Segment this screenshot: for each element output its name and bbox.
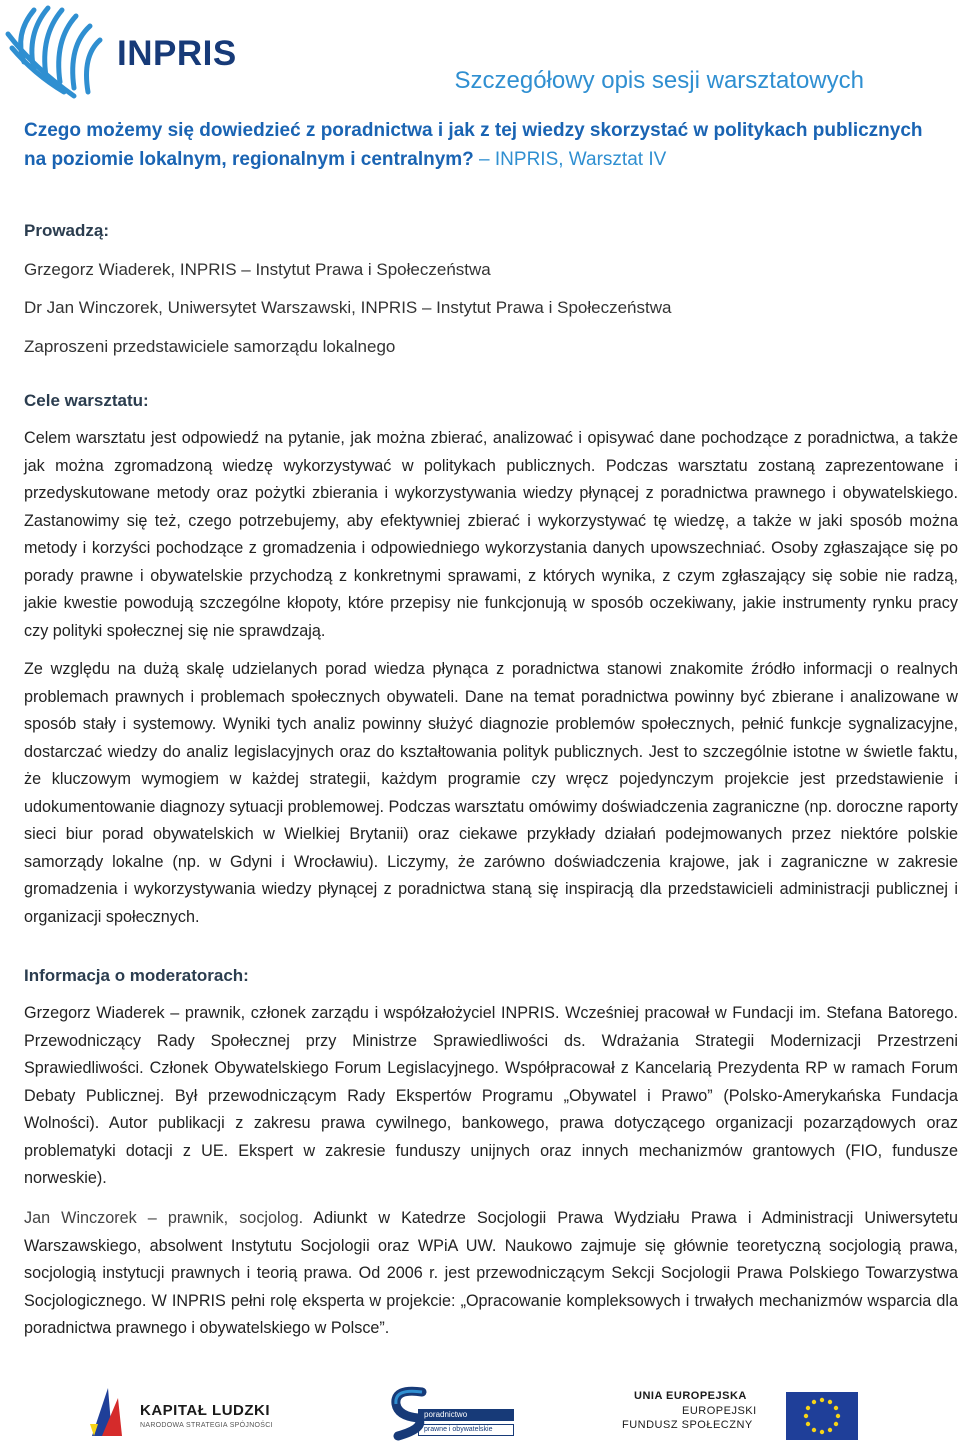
host-line: Zaproszeni przedstawiciele samorządu lokalnego <box>24 337 396 356</box>
workshop-topic <box>24 116 924 174</box>
moderator-bio-text: Adiunkt w Katedrze Socjologii Prawa Wydziału Prawa i Administracji Uniwersytetu Warszawskiego, absolwent Instytutu Socjologii oraz WPiA UW. Naukowo zajmuje się głównie teoretyczną socjologią prawa, socjologią instytucji prawnych i teorią prawa. Od 2006 r. jest przewodniczącym Sekcji Socjologii Prawa Polskiego Towarzystwa Socjologicznego. W INPRIS pełni rolę eksperta w projekcie: „Opracowanie kompleksowych i trwałych mechanizmów wsparcia dla poradnictwa prawnego i obywatelskiego w Polsce”. <box>24 1209 958 1337</box>
eu-logo <box>622 1388 890 1440</box>
eu-line-2: EUROPEJSKI <box>682 1405 757 1417</box>
poradnictwo-top-text: poradnictwo <box>424 1410 468 1419</box>
goals-label: Cele warsztatu: <box>24 391 149 410</box>
moderator-bio-wiaderek: Grzegorz Wiaderek – prawnik, członek zarządu i współzałożyciel INPRIS. Wcześniej pracował w Fundacji im. Stefana Batorego. Przewodniczący Rady Społecznej przy Ministrze Sprawiedliwości ds. Wdrażania Strategii Modernizacji Przestrzeni Sprawiedliwości. Członek Obywatelskiego Forum Legislacyjnego. Współpracował z Kancelarią Prezydenta RP w ramach Forum Debaty Publicznej. Był przewodniczącym Rady Ekspertów Programu „Obywatel i Prawo” (Polsko-Amerykańska Fundacja Wolności). Autor publikacji z zakresu prawa cywilnego, bankowego, prawa dotyczącego organizacji pozarządowych oraz problematyki dotacji z UE. Ekspert w zakresie funduszy unijnych oraz innych mechanizmów grantowych (FIO, fundusze norweskie). <box>24 1004 958 1187</box>
moderators-label: Informacja o moderatorach: <box>24 966 249 985</box>
kapital-ludzki-title: KAPITAŁ LUDZKI <box>140 1402 271 1419</box>
kapital-ludzki-icon <box>88 1384 128 1440</box>
goals-paragraph-2: Ze względu na dużą skalę udzielanych porad wiedza płynąca z poradnictwa stanowi znakomite źródło informacji o realnych problemach prawnych i problemach społecznych obywateli. Dane na temat poradnictwa powinny być zbierane i analizowane w sposób stały i systemowy. Wyniki tych analiz powinny służyć diagnozie problemów społecznych, pełnić funkcje sygnalizacyjne, dostarczać wiedzy do analiz legislacyjnych oraz do kształtowania polityk publicznych. Jest to szczególnie istotne w świetle faktu, że kluczowym wymogiem w każdej strategii, każdym programie czy wręcz pojedynczym projekcie jest przedstawienie i udokumentowanie diagnozy sytuacji problemowej. Podczas warsztatu omówimy doświadczenia zagraniczne (np. doroczne raporty sieci biur porad obywatelskich w Wielkiej Brytanii) oraz ciekawe przykłady działań podejmowanych przez niektóre polskie samorządy lokalne (np. w Gdyni i Wrocławiu). Liczymy, że zarówno doświadczenia krajowe, jak i zagraniczne w zakresie gromadzenia i wykorzystywania wiedzy płynącej z poradnictwa staną się inspiracją dla przedstawicieli administracji publicznej i organizacji społecznych. <box>24 660 958 926</box>
hosts-label: Prowadzą: <box>24 221 110 240</box>
document-title: Szczegółowy opis sesji warsztatowych <box>454 67 864 94</box>
moderator-bio-winczorek <box>24 1205 958 1343</box>
topic-question: Czego możemy się dowiedzieć z poradnictwa i jak z tej wiedzy skorzystać w politykach publicznych na poziomie lokalnym, regionalnym i centralnym? <box>24 120 923 170</box>
kapital-ludzki-logo <box>88 1384 288 1440</box>
host-line: Grzegorz Wiaderek, INPRIS – Instytut Prawa i Społeczeństwa <box>24 260 491 279</box>
poradnictwo-logo <box>388 1384 524 1442</box>
poradnictwo-bottom-text: prawne i obywatelskie <box>424 1426 493 1433</box>
host-line: Dr Jan Winczorek, Uniwersytet Warszawski, INPRIS – Instytut Prawa i Społeczeństwa <box>24 298 672 317</box>
inpris-logo <box>4 4 244 100</box>
eu-flag <box>786 1392 858 1440</box>
eu-stars-icon <box>786 1392 858 1440</box>
inpris-sun-icon <box>4 4 114 100</box>
moderator-name-winczorek: Jan Winczorek – prawnik, socjolog. <box>24 1209 304 1227</box>
eu-line-3: FUNDUSZ SPOŁECZNY <box>622 1419 753 1431</box>
kapital-ludzki-subtitle: NARODOWA STRATEGIA SPÓJNOŚCI <box>140 1422 273 1429</box>
topic-suffix: – INPRIS, Warsztat IV <box>473 149 667 170</box>
eu-line-1: UNIA EUROPEJSKA <box>634 1390 747 1402</box>
inpris-logo-text: INPRIS <box>117 34 237 73</box>
goals-paragraph-1: Celem warsztatu jest odpowiedź na pytanie, jak można zbierać, analizować i opisywać dane pochodzące z poradnictwa, a także jak można zgromadzoną wiedzę wykorzystywać w politykach publicznych. Podczas warsztatu zostaną zaprezentowane i przedyskutowane metody oraz pożytki zbierania i wykorzystywania wiedzy płynącej z poradnictwa prawnego i obywatelskiego. Zastanowimy się też, czego potrzebujemy, aby efektywniej zbierać i wykorzystywać tę wiedzę, a także w jaki sposób można metody i korzyści pochodzące z gromadzenia i odpowiedniego wykorzystania danych upowszechniać. Osoby zgłaszające się po porady prawne i obywatelskie przychodzą z konkretnymi sprawami, z których wynika, z czym zgłaszający się sobie nie radzą, jakie kwestie powodują szczególne kłopoty, które przepisy nie funkcjonują w sposób oczekiwany, jakie instrumenty rynku pracy czy polityki społecznej się nie sprawdzają. <box>24 429 958 640</box>
